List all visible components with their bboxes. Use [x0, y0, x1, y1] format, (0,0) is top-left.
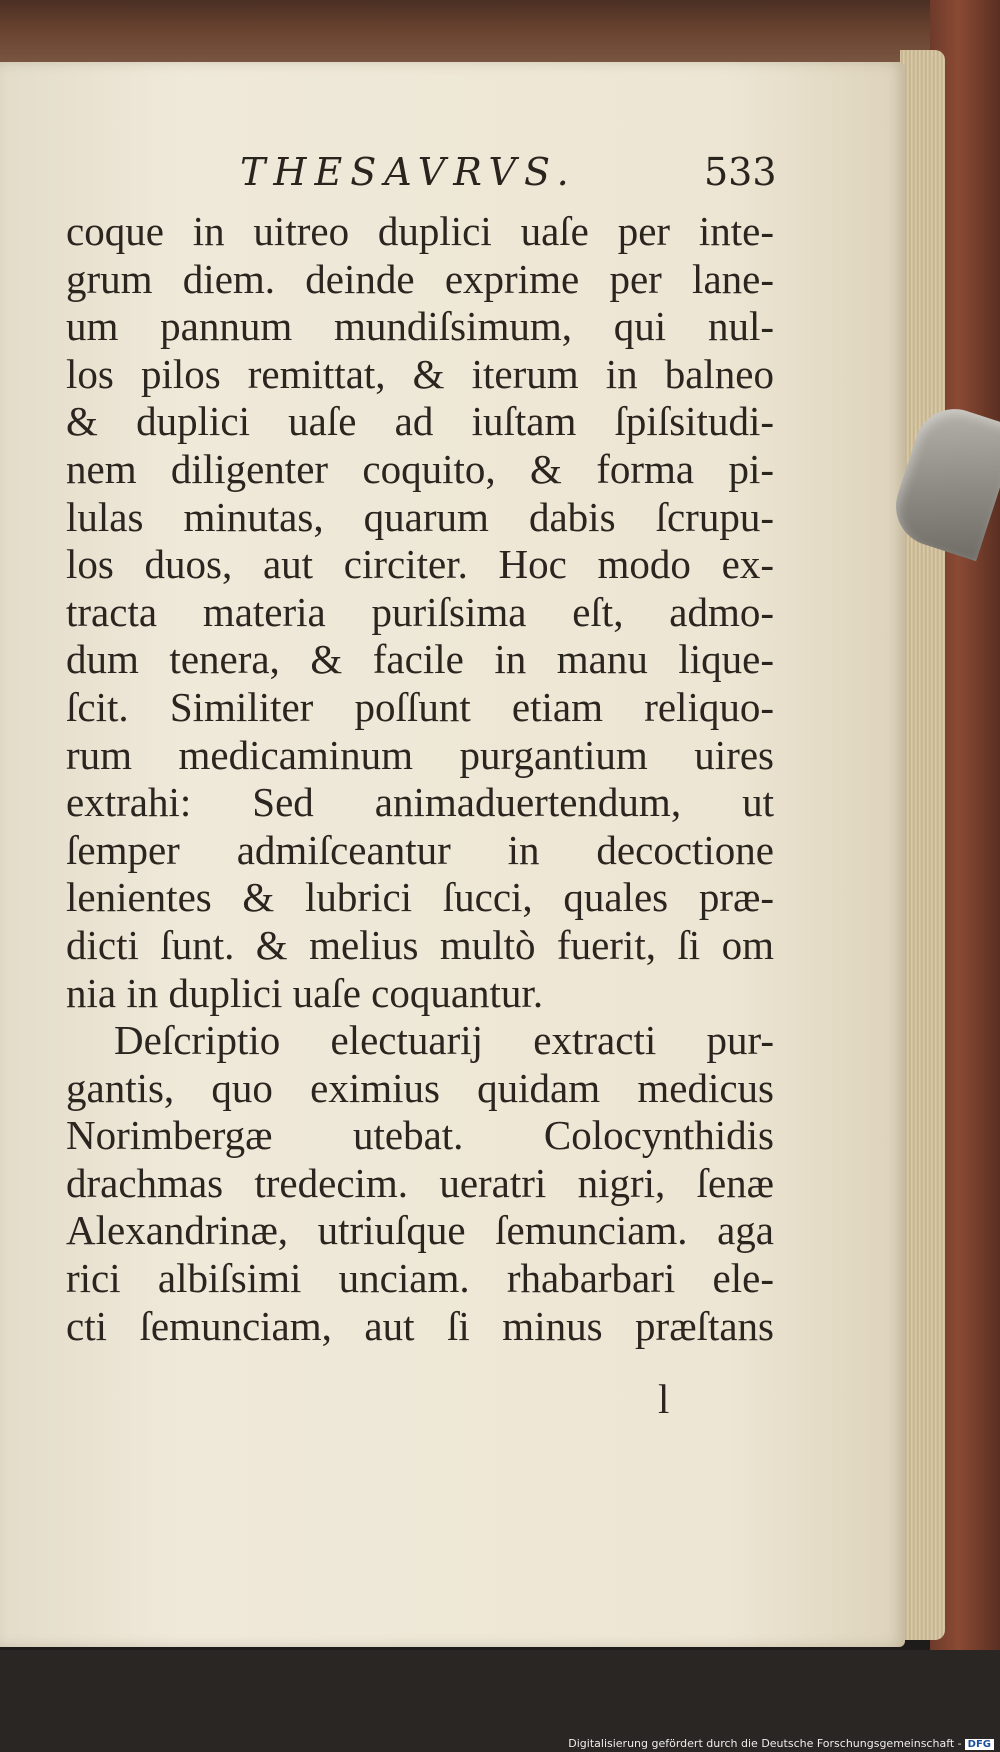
text-line: nia in duplici uaſe coquantur. [66, 969, 544, 1016]
credit-text: Digitalisierung gefördert durch die Deutsche Forschungsgemeinschaft - [568, 1737, 962, 1750]
text-line: nem diligenter coquito, & forma pi- [66, 445, 774, 492]
text-line: & duplici uaſe ad iuſtam ſpiſsitudi- [66, 398, 774, 445]
text-line: Alexandrinæ, utriuſque ſemunciam. aga [66, 1207, 774, 1254]
text-line: coque in uitreo duplici uaſe per inte- [66, 208, 774, 254]
book-cover-top [0, 0, 1000, 70]
text-line: dicti ſunt. & melius multò fuerit, ſi om [66, 921, 774, 968]
text-line: Deſcriptio electuarij extracti pur- [114, 1017, 774, 1064]
text-line: lulas minutas, quarum dabis ſcrupu- [66, 493, 774, 540]
dfg-logo: DFG [965, 1739, 994, 1750]
body-text [66, 208, 774, 1350]
running-title: THESAVRVS. [240, 150, 577, 194]
text-line: los duos, aut circiter. Hoc modo ex- [66, 541, 774, 588]
page-edges [900, 50, 945, 1640]
text-line: cti ſemunciam, aut ſi minus præſtans [66, 1302, 774, 1349]
catchword: l [658, 1376, 670, 1422]
text-line: los pilos remittat, & iterum in balneo [66, 350, 774, 397]
text-line: ſemper admiſceantur in decoctione [66, 826, 774, 873]
text-line: gantis, quo eximius quidam medicus [66, 1064, 774, 1111]
page-number: 533 [704, 150, 777, 194]
text-line: Norimbergæ utebat. Colocynthidis [66, 1112, 774, 1159]
text-line: drachmas tredecim. ueratri nigri, ſenæ [66, 1159, 774, 1206]
text-line: dum tenera, & facile in manu lique- [66, 636, 774, 683]
text-line: extrahi: Sed animaduertendum, ut [66, 779, 774, 826]
text-line: tracta materia puriſsima eſt, admo- [66, 588, 774, 635]
text-line: rici albiſsimi unciam. rhabarbari ele- [66, 1255, 774, 1302]
text-line: um pannum mundiſsimum, qui nul- [66, 303, 774, 350]
funding-credit [568, 1737, 994, 1750]
scan-background [0, 1650, 1000, 1752]
text-line: lenientes & lubrici ſucci, quales præ- [66, 874, 774, 921]
text-line: rum medicaminum purgantium uires [66, 731, 774, 778]
text-line: ſcit. Similiter poſſunt etiam reliquo- [66, 683, 774, 730]
text-line: grum diem. deinde exprime per lane- [66, 255, 774, 302]
